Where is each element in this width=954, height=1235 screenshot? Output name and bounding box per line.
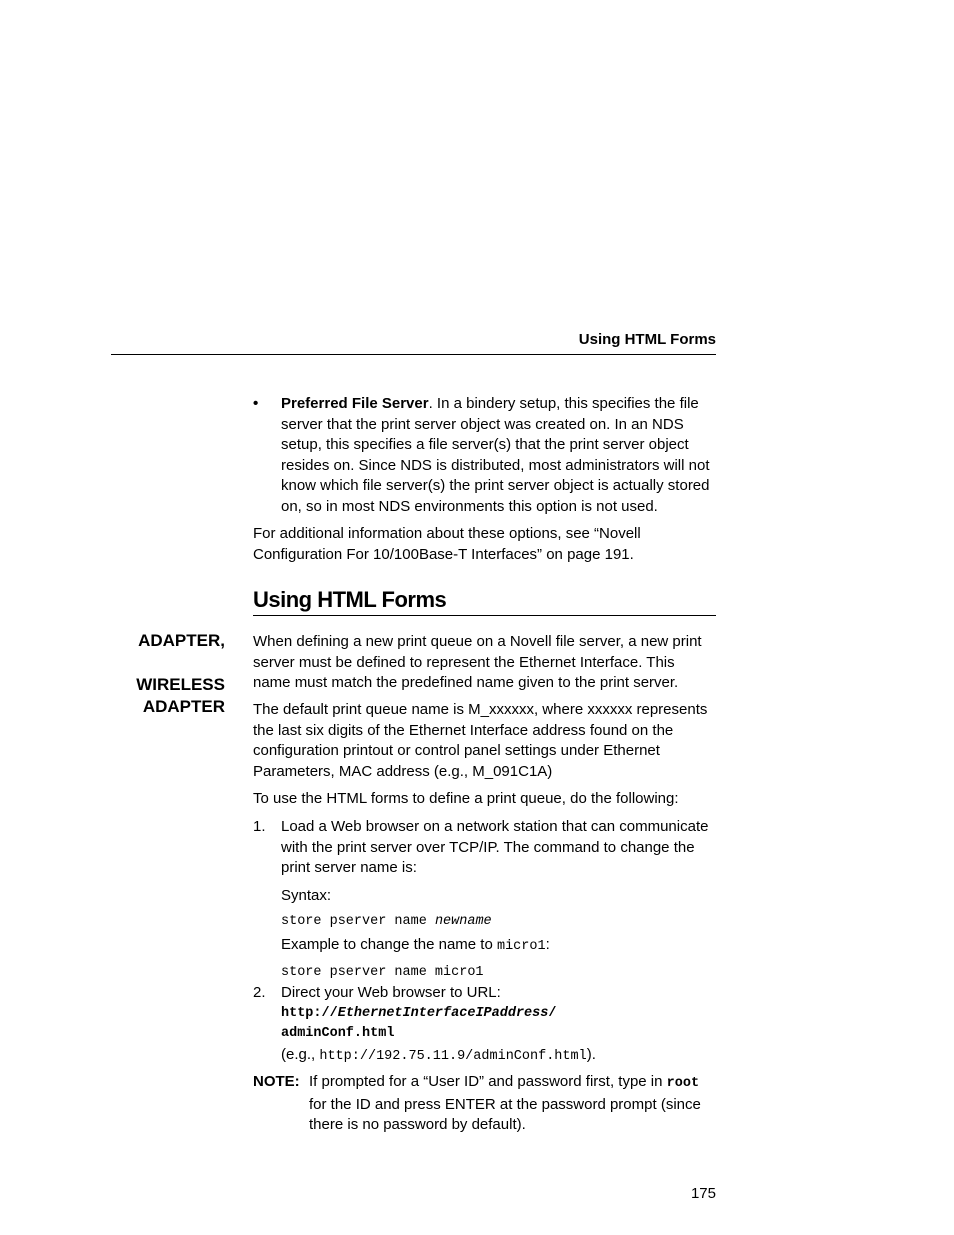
syntax-label: Syntax: <box>281 886 332 904</box>
step-text: Load a Web browser on a network station that can communicate with the print server over TCP/IP. The command to change the print server name is: <box>281 818 709 876</box>
step-number: 2. <box>253 984 266 1001</box>
bullet-item <box>253 394 716 517</box>
example-text: Example to change the name to <box>281 935 497 953</box>
url-template <box>281 1004 716 1025</box>
note-code: root <box>666 1076 700 1091</box>
syntax-variable: newname <box>434 914 492 929</box>
running-header: Using HTML Forms <box>578 331 716 348</box>
step-body <box>281 817 716 984</box>
step-number: 1. <box>253 818 266 835</box>
syntax-code <box>281 912 716 933</box>
paragraph-instructions: To use the HTML forms to define a print queue, do the following: <box>253 790 679 807</box>
step-2 <box>253 983 716 1067</box>
bullet-description: . In a bindery setup, this specifies the file server that the print server object was created on. In an NDS setup, this specifies a file server(s) that the print server object resides on. Since NDS is distributed, most administrators will not know which file server(s) the print server object is actually stored on, so in most NDS environments this option is not used. <box>281 395 710 515</box>
url-example-code: http://192.75.11.9/adminConf.html <box>319 1048 587 1064</box>
paragraph-default-name: The default print queue name is M_xxxxxx, where xxxxxx represents the last six digits of the Ethernet Interface address found on the configuration printout or control panel settings under Ethernet Parameters, MAC address (e.g., M_091C1A) <box>253 701 708 780</box>
step-text: Direct your Web browser to URL: <box>281 984 501 1001</box>
example-colon: : <box>545 935 550 953</box>
step-body <box>281 983 716 1067</box>
note-label: NOTE: <box>253 1073 300 1090</box>
side-label-adapter: ADAPTER, <box>138 631 225 650</box>
url-variable: EthernetInterfaceIPaddress <box>337 1005 549 1021</box>
side-label-wireless-adapter <box>136 674 225 718</box>
url-file: adminConf.html <box>281 1026 395 1041</box>
step-1 <box>253 817 716 984</box>
note <box>253 1072 716 1136</box>
bullet-term: Preferred File Server <box>281 395 429 412</box>
paragraph-intro: When defining a new print queue on a Novell file server, a new print server must be defined to represent the Ethernet Interface. This name must match the predefined name given to the print server. <box>253 633 702 691</box>
url-example-close: ). <box>586 1045 596 1063</box>
page-number: 175 <box>690 1185 716 1202</box>
bullet-icon: • <box>253 395 259 412</box>
side-label-wireless: WIRELESS <box>136 675 225 694</box>
url-slash: / <box>548 1005 557 1021</box>
note-text-before: If prompted for a “User ID” and password first, type in <box>309 1073 667 1090</box>
note-body <box>309 1072 716 1136</box>
side-label-adapter-2: ADAPTER <box>142 697 225 716</box>
section-title: Using HTML Forms <box>253 587 716 616</box>
header-rule <box>111 354 716 355</box>
syntax-command: store pserver name <box>281 914 435 929</box>
example-line <box>281 935 716 958</box>
url-example-open: (e.g., <box>281 1045 320 1063</box>
url-example <box>281 1045 716 1068</box>
info-paragraph: For additional information about these options, see “Novell Configuration For 10/100Base-T Interfaces” on page 191. <box>253 525 641 563</box>
example-inline-code: micro1 <box>496 938 546 954</box>
url-prefix: http:// <box>281 1005 338 1021</box>
example-code: store pserver name micro1 <box>281 965 484 980</box>
bullet-text <box>281 394 716 517</box>
note-text-after: for the ID and press ENTER at the password prompt (since there is no password by default). <box>309 1095 701 1133</box>
